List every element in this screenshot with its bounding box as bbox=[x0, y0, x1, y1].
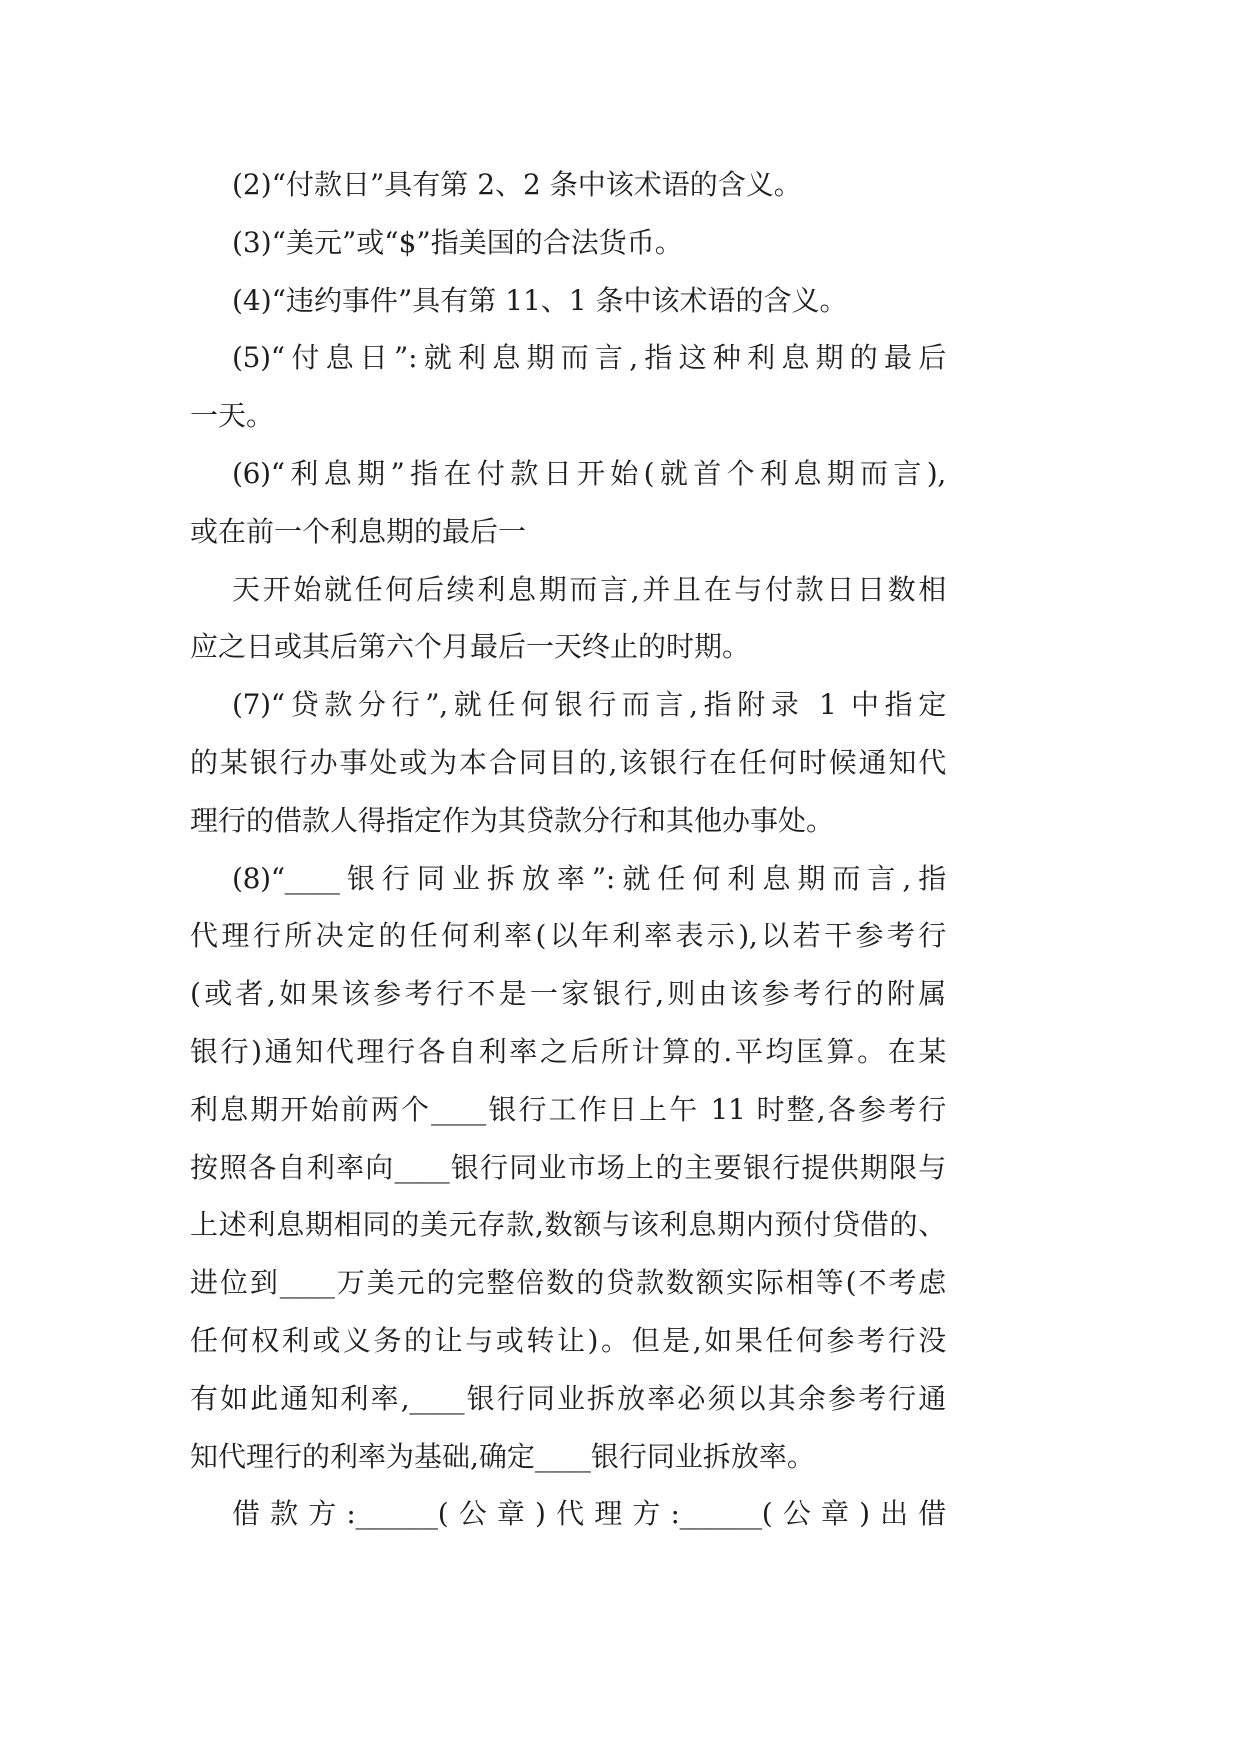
document-line: 利息期开始前两个____银行工作日上午 11 时整,各参考行 bbox=[190, 1092, 946, 1126]
document-line: 的某银行办事处或为本合同目的,该银行在任何时候通知代 bbox=[190, 745, 946, 779]
document-line: 一天。 bbox=[190, 399, 275, 433]
document-line: (7)“贷款分行”,就任何银行而言,指附录 1 中指定 bbox=[232, 688, 946, 722]
document-line: 应之日或其后第六个月最后一天终止的时期。 bbox=[190, 630, 751, 664]
document-line: 天开始就任何后续利息期而言,并且在与付款日日数相 bbox=[232, 572, 946, 606]
document-line: (6)“利息期”指在付款日开始(就首个利息期而言), bbox=[232, 456, 946, 490]
document-body bbox=[190, 156, 946, 1543]
document-line: (8)“____银行同业拆放率”:就任何利息期而言,指 bbox=[232, 861, 946, 895]
document-line: (5)“付息日”:就利息期而言,指这种利息期的最后 bbox=[232, 341, 946, 375]
document-line: (4)“违约事件”具有第 11、1 条中该术语的含义。 bbox=[232, 283, 848, 317]
document-line: 代理行所决定的任何利率(以年利率表示),以若干参考行 bbox=[190, 919, 946, 953]
document-line: (3)“美元”或“$”指美国的合法货币。 bbox=[232, 225, 683, 259]
document-line: 按照各自利率向____银行同业市场上的主要银行提供期限与 bbox=[190, 1150, 946, 1184]
document-line: (或者,如果该参考行不是一家银行,则由该参考行的附属 bbox=[190, 977, 946, 1011]
document-line: 知代理行的利率为基础,确定____银行同业拆放率。 bbox=[190, 1439, 815, 1473]
document-line: 银行)通知代理行各自利率之后所计算的.平均匡算。在某 bbox=[190, 1034, 946, 1068]
document-line: (2)“付款日”具有第 2、2 条中该术语的含义。 bbox=[232, 168, 802, 201]
document-line: 或在前一个利息期的最后一 bbox=[190, 514, 527, 548]
document-line: 理行的借款人得指定作为其贷款分行和其他办事处。 bbox=[190, 803, 835, 837]
document-line: 进位到____万美元的完整倍数的贷款数额实际相等(不考虑 bbox=[190, 1266, 946, 1300]
document-line: 有如此通知利率,____银行同业拆放率必须以其余参考行通 bbox=[190, 1381, 946, 1415]
document-line: 任何权利或义务的让与或转让)。但是,如果任何参考行没 bbox=[190, 1323, 946, 1357]
signature-line: 借款方:______(公章)代理方:______(公章)出借 bbox=[232, 1497, 946, 1531]
document-line: 上述利息期相同的美元存款,数额与该利息期内预付贷借的、 bbox=[190, 1208, 946, 1242]
